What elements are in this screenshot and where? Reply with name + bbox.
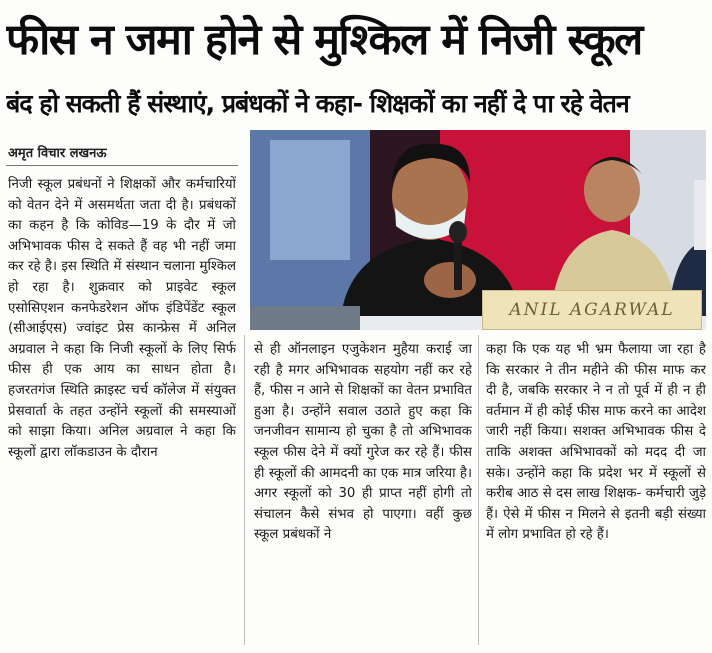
column-divider: [244, 335, 245, 645]
subheadline: बंद हो सकती हैं संस्थाएं, प्रबंधकों ने कहा- शिक्षकों का नहीं दे पा रहे वेतन: [6, 89, 629, 118]
byline-rule: [6, 165, 238, 166]
byline: अमृत विचार लखनऊ: [8, 146, 107, 161]
article-column-1: निजी स्कूल प्रबंधनों ने शिक्षकों और कर्मचारियों को वेतन देने में असमर्थता जता दी है। प्रबंधकों का कहन है कि कोविड—19 के दौर में जो अभिभावक फीस दे सकते हैं वह भी नहीं जमा कर रहे है। इस स्थिति में संस्थान चलाना मुश्किल हो रहा है। शुक्रवार को प्राइवेट स्कूल एसोसिएशन कनफेडरेशन ऑफ इंडिपेंडेंट स्कूल (सीआईएस) ज्वांइट प्रेस कान्फ्रेस में अनिल अग्रवाल ने कहा कि निजी स्कूलों के लिए सिर्फ फीस ही एक आय का साधन होता है। हजरतगंज स्थिति क्राइस्ट चर्च कॉलेज में संयुक्त प्रेसवार्ता के तहत उन्होंने स्कूलों की समस्याओं को साझा किया। अनिल अग्रवाल ने कहा कि स्कूलों द्वारा लॉकडाउन के दौरान: [8, 177, 236, 460]
column-divider: [478, 335, 479, 645]
nameplate: ANIL AGARWAL: [482, 290, 702, 330]
press-conference-photo: [250, 130, 706, 330]
article-column-3: कहा कि एक यह भी भ्रम फैलाया जा रहा है कि सरकार ने तीन महीने की फीस माफ कर दी है, जबकि सरकार ने न तो पूर्व में ही न ही वर्तमान में ही कोई फीस माफ करने का आदेश जारी नहीं किया। सशक्त अभिभावक फीस दे ताकि अशक्त अभिभावकों को मदद दी जा सके। उन्होंने कहा कि प्रदेश भर में स्कूलों से करीब आठ से दस लाख शिक्षक- कर्मचारी जुड़े हैं। ऐसे में फीस न मिलने से इतनी बड़ी संख्या में लोग प्रभावित हो रहे हैं।: [486, 342, 706, 543]
article-column-2: से ही ऑनलाइन एजुकेशन मुहैया कराई जा रही है मगर अभिभावक सहयोग नहीं कर रहे हैं, फीस न आने से शिक्षकों का वेतन प्रभावित हुआ है। उन्होंने सवाल उठाते हुए कहा कि जनजीवन सामान्य हो चुका है तो अभिभावक स्कूल फीस देने में क्यों गुरेज कर रहे हैं। फीस ही स्कूलों की आमदनी का एक मात्र जरिया है। अगर स्कूलों को 30 ही प्राप्त नहीं होगी तो संचालन कैसे संभव हो पाएगा। वहीं कुछ स्कूल प्रबंधकों ने: [254, 342, 472, 543]
headline: फीस न जमा होने से मुश्किल में निजी स्कूल: [6, 14, 642, 65]
